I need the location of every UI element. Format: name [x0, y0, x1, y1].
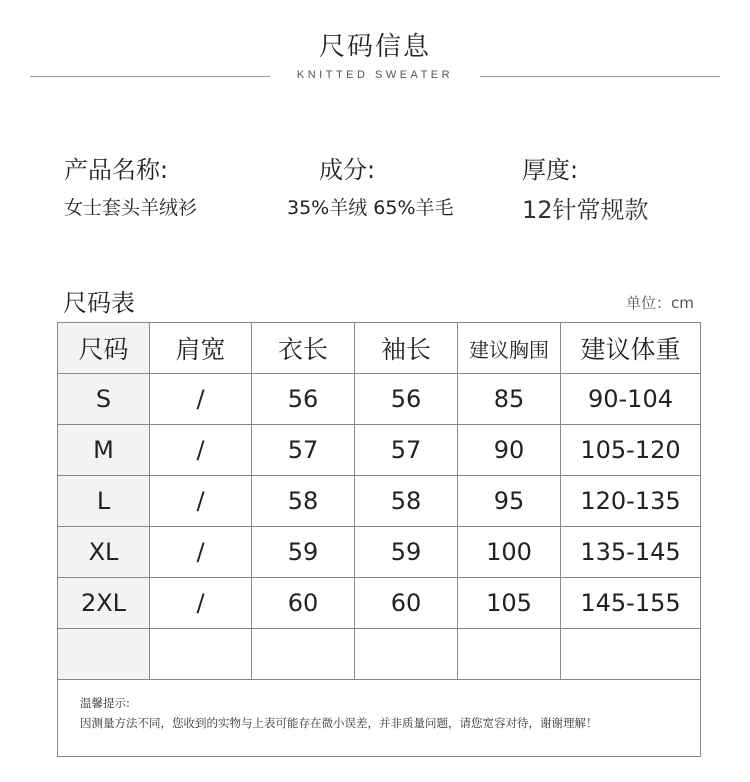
unit-label: 单位：cm: [626, 294, 694, 312]
size-cell: M: [58, 425, 150, 476]
divider-left: [30, 76, 270, 77]
sleeve-cell: 57: [355, 425, 458, 476]
size-table-title: 尺码表: [63, 289, 135, 317]
table-row: [58, 578, 701, 629]
weight-cell: 135-145: [561, 527, 701, 578]
empty-cell: [355, 629, 458, 680]
size-cell: 2XL: [58, 578, 150, 629]
table-header-row: [58, 323, 701, 374]
shoulder-cell: /: [150, 578, 252, 629]
weight-cell: 145-155: [561, 578, 701, 629]
shoulder-cell: /: [150, 374, 252, 425]
table-row-empty: [58, 629, 701, 680]
empty-cell: [150, 629, 252, 680]
length-cell: 56: [252, 374, 355, 425]
chest-cell: 100: [458, 527, 561, 578]
chest-cell: 105: [458, 578, 561, 629]
note-title: 温馨提示:: [80, 696, 130, 710]
material-value: 35%羊绒 65%羊毛: [287, 197, 454, 219]
header-shoulder: 肩宽: [150, 323, 252, 374]
weight-cell: 105-120: [561, 425, 701, 476]
shoulder-cell: /: [150, 527, 252, 578]
shoulder-cell: /: [150, 425, 252, 476]
table-row: [58, 425, 701, 476]
sleeve-cell: 59: [355, 527, 458, 578]
sleeve-cell: 58: [355, 476, 458, 527]
material-label: 成分:: [319, 156, 376, 184]
table-row: [58, 527, 701, 578]
size-cell: L: [58, 476, 150, 527]
size-cell: S: [58, 374, 150, 425]
thickness-value: 12针常规款: [522, 196, 649, 224]
note-text: 因测量方法不同，您收到的实物与上表可能存在微小误差，并非质量问题，请您宽容对待，谢谢理解！: [80, 716, 598, 730]
header-sleeve: 袖长: [355, 323, 458, 374]
header-length: 衣长: [252, 323, 355, 374]
header-size: 尺码: [58, 323, 150, 374]
length-cell: 58: [252, 476, 355, 527]
table-row: [58, 374, 701, 425]
product-name-value: 女士套头羊绒衫: [64, 197, 198, 219]
note-cell: [58, 680, 701, 757]
sleeve-cell: 56: [355, 374, 458, 425]
page-title: 尺码信息: [318, 32, 431, 62]
length-cell: 57: [252, 425, 355, 476]
length-cell: 59: [252, 527, 355, 578]
empty-cell: [58, 629, 150, 680]
chest-cell: 95: [458, 476, 561, 527]
header-weight: 建议体重: [561, 323, 701, 374]
product-name-label: 产品名称:: [64, 156, 169, 184]
note-row: [58, 680, 701, 757]
length-cell: 60: [252, 578, 355, 629]
empty-cell: [252, 629, 355, 680]
thickness-label: 厚度:: [522, 156, 579, 184]
divider-right: [480, 76, 720, 77]
chest-cell: 85: [458, 374, 561, 425]
size-table: [57, 322, 701, 757]
chest-cell: 90: [458, 425, 561, 476]
sleeve-cell: 60: [355, 578, 458, 629]
weight-cell: 120-135: [561, 476, 701, 527]
weight-cell: 90-104: [561, 374, 701, 425]
header-chest: 建议胸围: [458, 323, 561, 374]
size-cell: XL: [58, 527, 150, 578]
empty-cell: [458, 629, 561, 680]
shoulder-cell: /: [150, 476, 252, 527]
page-subtitle: KNITTED SWEATER: [296, 69, 454, 81]
table-row: [58, 476, 701, 527]
empty-cell: [561, 629, 701, 680]
